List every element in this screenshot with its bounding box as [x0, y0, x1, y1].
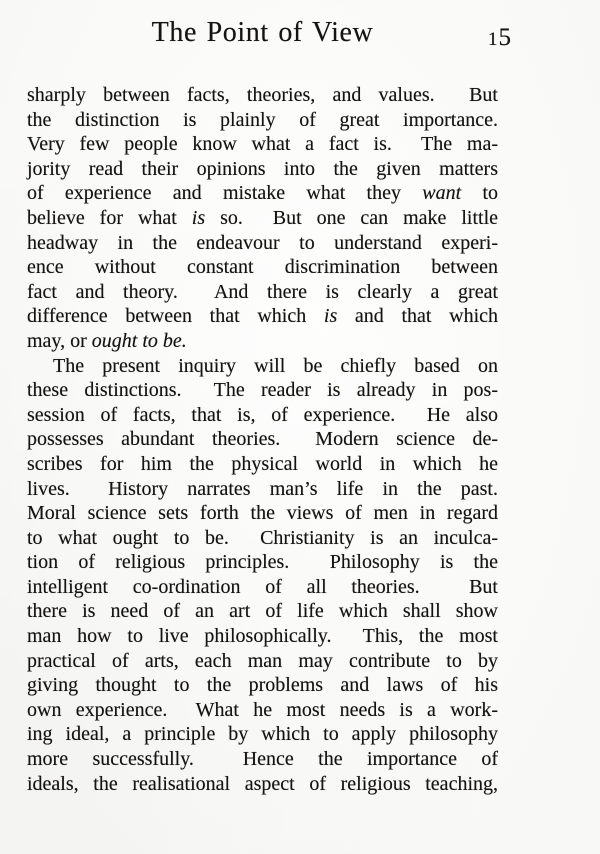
text-segment: Moral science sets forth the views of men in regard: [27, 502, 498, 525]
paragraph-1: [27, 83, 498, 354]
text-line: [27, 452, 498, 477]
text-line: [27, 280, 498, 305]
italic-text: want: [422, 182, 462, 205]
text-line: [27, 575, 498, 600]
text-line: [27, 132, 498, 157]
text-segment: practical of arts, each man may contribute to by: [27, 649, 498, 672]
text-line: [27, 427, 498, 452]
text-line: [27, 108, 498, 133]
text-line: [27, 673, 498, 698]
text-segment: jority read their opinions into the given matters: [27, 157, 498, 180]
text-line: [27, 354, 498, 379]
text-segment: and that which: [337, 305, 499, 328]
text-segment: session of facts, that is, of experience. He also: [27, 403, 498, 426]
text-segment: intelligent co-ordination of all theories. But: [27, 575, 498, 598]
text-line: [27, 747, 498, 772]
text-line: [27, 698, 498, 723]
text-segment: lives. History narrates man’s life in the past.: [27, 477, 498, 500]
text-line: [27, 378, 498, 403]
page-header: [27, 17, 498, 53]
text-line: [27, 624, 498, 649]
text-segment: giving thought to the problems and laws of his: [27, 674, 498, 697]
text-line: [27, 772, 498, 797]
text-line: [27, 722, 498, 747]
text-line: [27, 599, 498, 624]
text-segment: man how to live philosophically. This, the most: [27, 625, 498, 648]
text-line: [27, 477, 498, 502]
text-segment: these distinctions. The reader is already in pos-: [27, 379, 498, 402]
text-segment: of experience and mistake what they: [27, 182, 423, 205]
text-segment: ence without constant discrimination between: [27, 256, 498, 279]
text-segment: sharply between facts, theories, and values. But: [27, 84, 498, 106]
text-segment: Very few people know what a fact is. The ma-: [27, 133, 498, 156]
text-line: [27, 526, 498, 551]
italic-text: is: [191, 206, 206, 229]
text-segment: tion of religious principles. Philosophy is the: [27, 551, 498, 574]
text-line: [27, 550, 498, 575]
text-segment: there is need of an art of life which shall show: [27, 600, 498, 623]
text-segment: ideals, the realisational aspect of religious teaching,: [27, 772, 498, 795]
text-segment: scribes for him the physical world in which he: [27, 452, 498, 475]
text-line: [27, 206, 498, 231]
text-segment: to: [461, 182, 498, 205]
text-segment: so. But one can make little: [205, 206, 499, 229]
text-segment: own experience. What he most needs is a work-: [27, 698, 498, 721]
text-line: [27, 231, 498, 256]
page-number: 15: [488, 24, 512, 51]
text-line: [27, 403, 498, 428]
page-title: The Point of View: [151, 17, 374, 48]
text-line: [27, 304, 498, 329]
text-line: [27, 501, 498, 526]
text-line: [27, 157, 498, 182]
text-line: [27, 255, 498, 280]
text-segment: believe for what: [27, 206, 192, 229]
text-segment: to what ought to be. Christianity is an inculca-: [27, 526, 498, 549]
text-line: [27, 649, 498, 674]
text-segment: headway in the endeavour to understand experi-: [27, 231, 498, 254]
text-segment: the distinction is plainly of great importance.: [27, 108, 498, 131]
text-segment: The present inquiry will be chiefly based on: [53, 354, 498, 377]
text-line: [27, 181, 498, 206]
text-segment: more successfully. Hence the importance of: [27, 748, 498, 771]
text-line: [27, 83, 498, 108]
text-segment: may, or: [27, 329, 92, 352]
body-text: [27, 83, 498, 796]
text-segment: fact and theory. And there is clearly a great: [27, 280, 498, 303]
text-line: [27, 329, 498, 354]
italic-text: is: [323, 305, 338, 328]
text-segment: difference between that which: [27, 305, 324, 328]
text-segment: ing ideal, a principle by which to apply philosophy: [27, 723, 498, 746]
paragraph-2: [27, 354, 498, 797]
italic-text: ought to be.: [91, 329, 187, 352]
text-segment: possesses abundant theories. Modern science de-: [27, 428, 498, 451]
